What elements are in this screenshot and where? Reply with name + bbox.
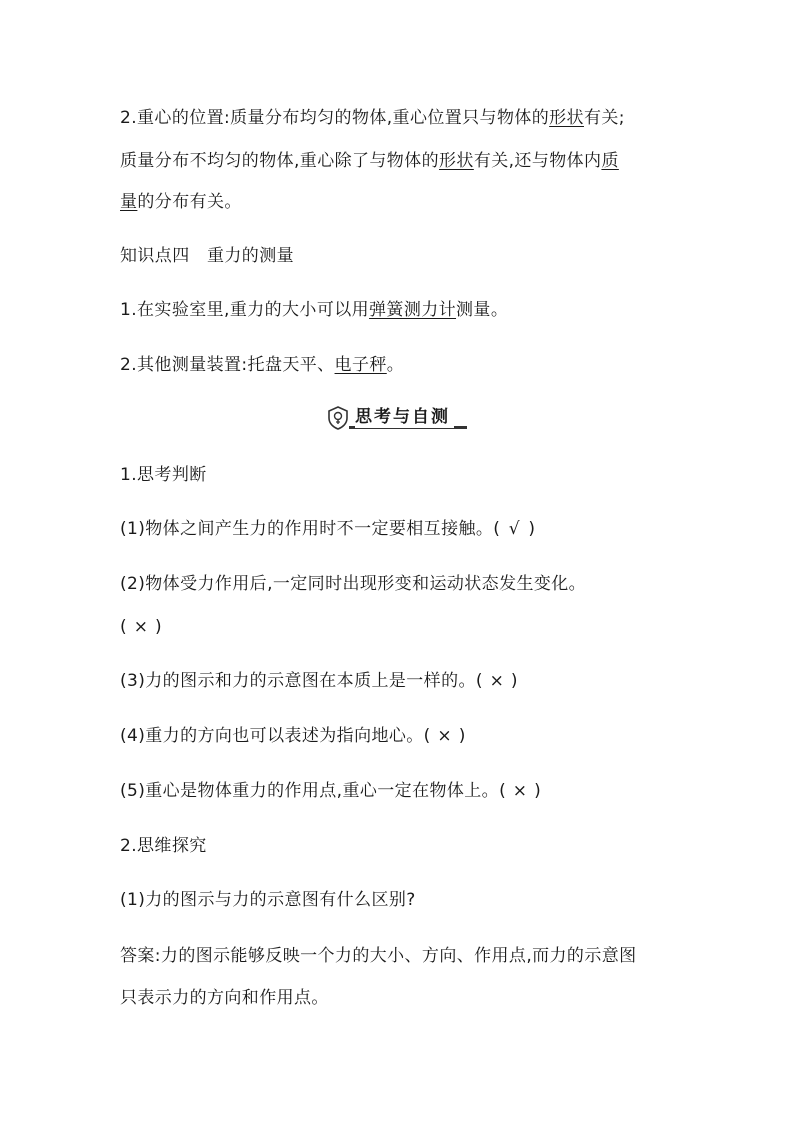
text: 1.在实验室里,重力的大小可以用 xyxy=(120,300,370,320)
text: 质量分布不均匀的物体,重心除了与物体的 xyxy=(120,151,440,171)
answer-mark: √ xyxy=(508,519,520,539)
shield-bulb-icon xyxy=(327,406,349,430)
underlined-answer: 电子秤 xyxy=(334,355,387,375)
underlined-answer: 量 xyxy=(120,192,138,212)
section-banner xyxy=(327,406,467,432)
inquiry-answer-line-2: 只表示力的方向和作用点。 xyxy=(120,988,329,1008)
answer-mark: × xyxy=(512,781,528,801)
measurement-heading: 知识点四 重力的测量 xyxy=(120,246,294,266)
underlined-answer: 形状 xyxy=(439,151,474,171)
banner-title: 思考与自测 xyxy=(355,406,454,428)
answer-mark: × xyxy=(133,617,149,637)
judgement-item-2 xyxy=(120,573,586,595)
measurement-item-2 xyxy=(120,354,404,376)
text: 的分布有关。 xyxy=(137,192,242,212)
answer-mark: × xyxy=(489,671,505,691)
inquiry-answer-line-1: 答案:力的图示能够反映一个力的大小、方向、作用点,而力的示意图 xyxy=(120,946,637,966)
underlined-answer: 形状 xyxy=(549,108,584,128)
text: 。 xyxy=(386,355,405,375)
measurement-item-1 xyxy=(120,299,508,321)
judgement-item-3 xyxy=(120,670,518,692)
judgement-item-2-answer xyxy=(120,616,162,638)
judgement-item-5 xyxy=(120,780,541,802)
text: 2.其他测量装置:托盘天平、 xyxy=(120,355,335,375)
inquiry-question: (1)力的图示与力的示意图有什么区别? xyxy=(120,890,416,910)
text: 测量。 xyxy=(456,300,509,320)
judgement-item-1 xyxy=(120,518,535,540)
text: (2)物体受力作用后,一定同时出现形变和运动状态发生变化。 xyxy=(120,574,587,594)
underlined-answer: 质 xyxy=(601,151,619,171)
text: 有关,还与物体内 xyxy=(473,151,602,171)
text: 2.重心的位置:质量分布均匀的物体,重心位置只与物体的 xyxy=(120,108,550,128)
text: (5)重心是物体重力的作用点,重心一定在物体上。( xyxy=(120,781,507,801)
gravity-center-line-2 xyxy=(120,150,619,172)
text: 有关; xyxy=(583,108,625,128)
text: ) xyxy=(510,671,518,691)
text: (3)力的图示和力的示意图在本质上是一样的。( xyxy=(120,671,483,691)
text: (1)物体之间产生力的作用时不一定要相互接触。( xyxy=(120,519,501,539)
answer-mark: × xyxy=(437,726,453,746)
text: ) xyxy=(155,617,163,637)
text: ) xyxy=(458,726,466,746)
text: (4)重力的方向也可以表述为指向地心。( xyxy=(120,726,431,746)
text: ) xyxy=(528,519,536,539)
text: ) xyxy=(534,781,542,801)
underlined-answer: 弹簧测力计 xyxy=(369,300,457,320)
gravity-center-line-1 xyxy=(120,107,625,129)
inquiry-heading: 2.思维探究 xyxy=(120,836,207,856)
judgement-item-4 xyxy=(120,725,466,747)
gravity-center-line-3 xyxy=(120,191,242,213)
text: ( xyxy=(120,617,128,637)
judgement-heading: 1.思考判断 xyxy=(120,465,207,485)
